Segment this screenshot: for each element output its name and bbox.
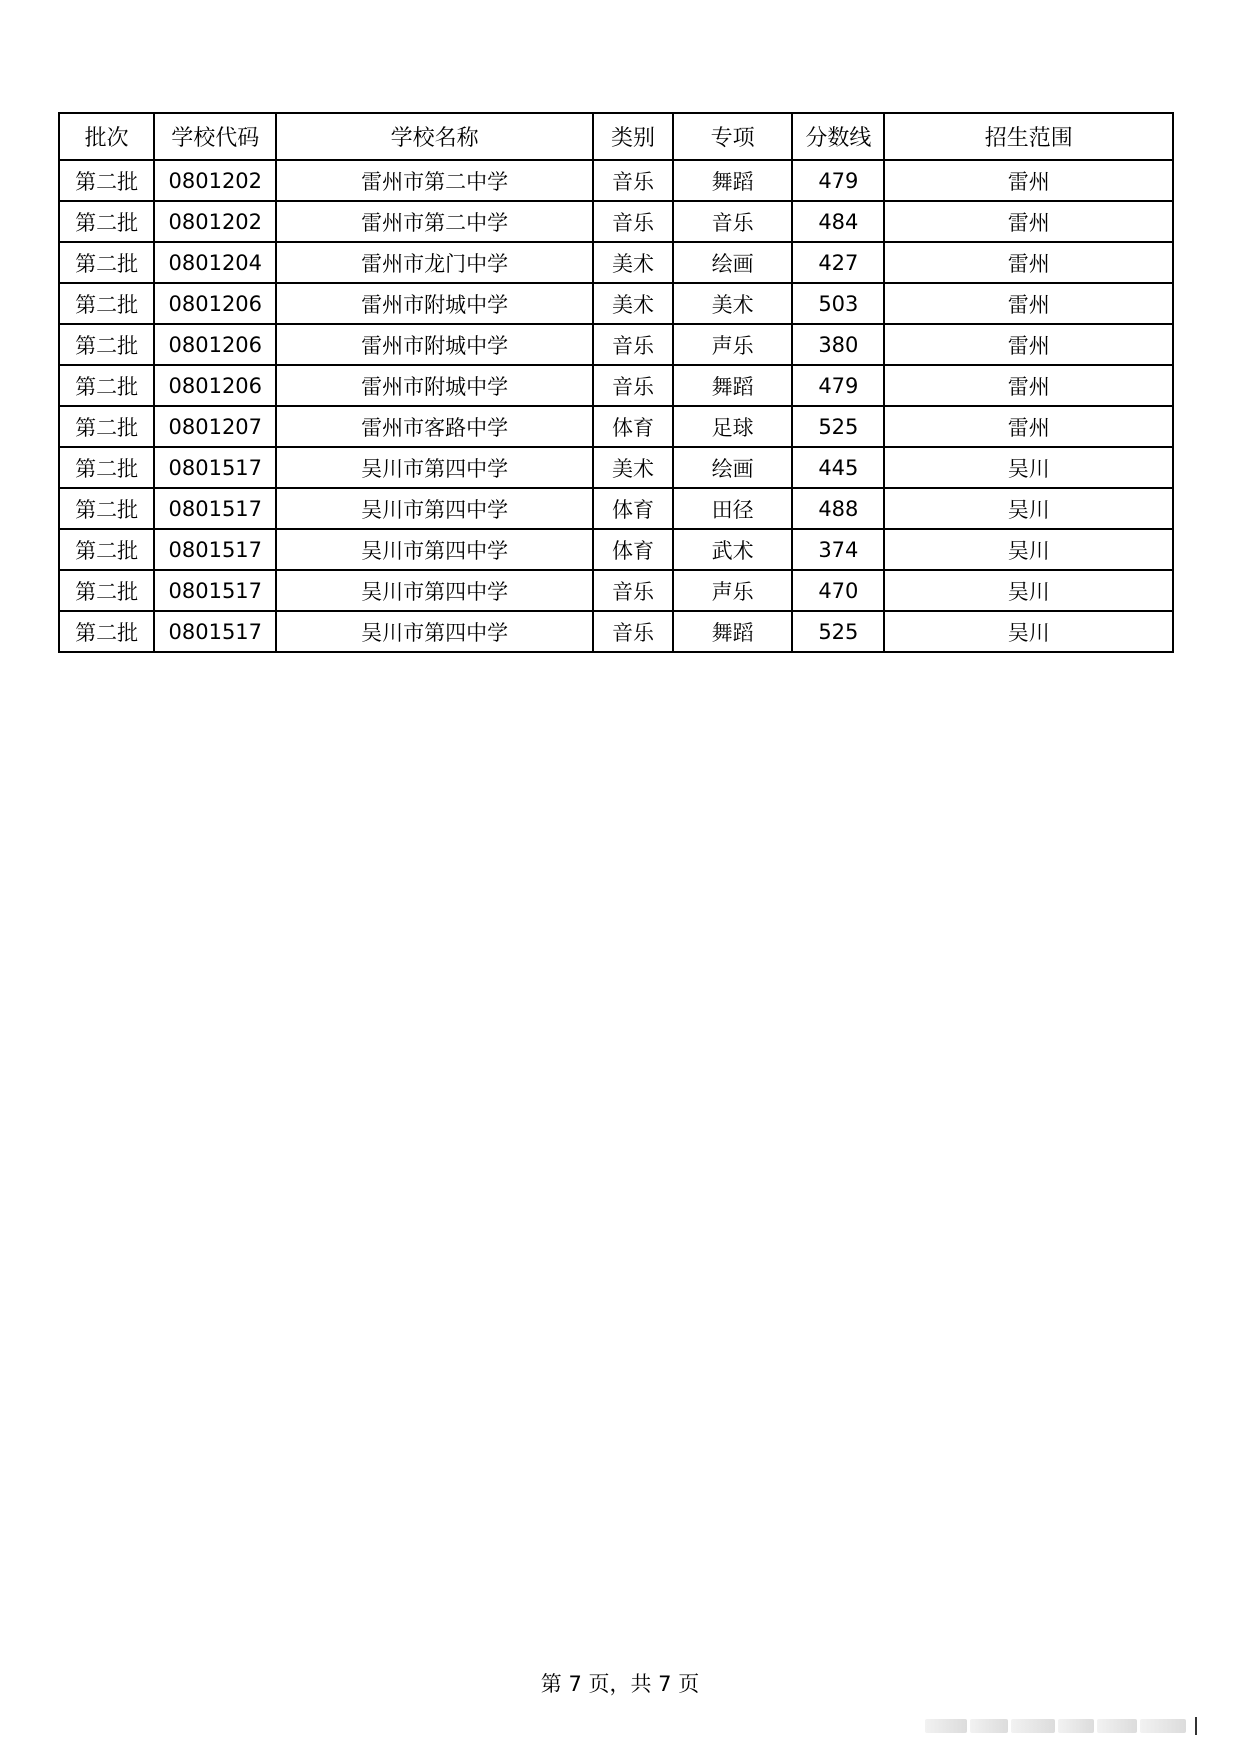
table-body (59, 160, 1173, 652)
table-header (59, 113, 1173, 160)
cell-score-line: 525 (792, 406, 884, 447)
cell-enrollment-area: 雷州 (884, 365, 1173, 406)
cell-batch: 第二批 (59, 570, 154, 611)
column-header-category: 类别 (593, 113, 673, 160)
cell-score-line: 380 (792, 324, 884, 365)
cell-school-name: 吴川市第四中学 (276, 611, 593, 652)
cell-school-name: 吴川市第四中学 (276, 529, 593, 570)
cell-specialty: 美术 (673, 283, 792, 324)
cell-school-code: 0801207 (154, 406, 276, 447)
cell-school-name: 雷州市附城中学 (276, 365, 593, 406)
cell-enrollment-area: 雷州 (884, 324, 1173, 365)
cell-specialty: 田径 (673, 488, 792, 529)
cell-category: 体育 (593, 406, 673, 447)
cell-enrollment-area: 雷州 (884, 406, 1173, 447)
cell-enrollment-area: 吴川 (884, 570, 1173, 611)
table-row (59, 570, 1173, 611)
cell-school-name: 雷州市第二中学 (276, 160, 593, 201)
cell-enrollment-area: 吴川 (884, 611, 1173, 652)
cell-school-name: 雷州市附城中学 (276, 283, 593, 324)
cell-category: 音乐 (593, 570, 673, 611)
cell-school-name: 雷州市客路中学 (276, 406, 593, 447)
cell-specialty: 声乐 (673, 570, 792, 611)
cell-school-name: 吴川市第四中学 (276, 447, 593, 488)
column-header-specialty: 专项 (673, 113, 792, 160)
cell-batch: 第二批 (59, 201, 154, 242)
cell-enrollment-area: 雷州 (884, 283, 1173, 324)
table-row (59, 283, 1173, 324)
cell-category: 音乐 (593, 611, 673, 652)
cell-school-name: 雷州市第二中学 (276, 201, 593, 242)
cell-category: 体育 (593, 529, 673, 570)
cell-school-code: 0801517 (154, 611, 276, 652)
cell-specialty: 舞蹈 (673, 160, 792, 201)
cell-category: 音乐 (593, 201, 673, 242)
cell-score-line: 427 (792, 242, 884, 283)
cell-school-code: 0801517 (154, 529, 276, 570)
cell-specialty: 足球 (673, 406, 792, 447)
cell-score-line: 484 (792, 201, 884, 242)
cell-school-code: 0801202 (154, 201, 276, 242)
cell-batch: 第二批 (59, 242, 154, 283)
column-header-enrollment-area: 招生范围 (884, 113, 1173, 160)
column-header-school-code: 学校代码 (154, 113, 276, 160)
cell-category: 音乐 (593, 365, 673, 406)
cell-category: 音乐 (593, 324, 673, 365)
header-row (59, 113, 1173, 160)
cell-score-line: 503 (792, 283, 884, 324)
cell-score-line: 479 (792, 365, 884, 406)
cell-score-line: 525 (792, 611, 884, 652)
table-row (59, 365, 1173, 406)
table-row (59, 529, 1173, 570)
table-row (59, 242, 1173, 283)
cell-specialty: 武术 (673, 529, 792, 570)
cell-enrollment-area: 雷州 (884, 160, 1173, 201)
table-row (59, 447, 1173, 488)
cell-batch: 第二批 (59, 324, 154, 365)
cell-category: 美术 (593, 242, 673, 283)
cell-score-line: 470 (792, 570, 884, 611)
table-row (59, 324, 1173, 365)
cell-batch: 第二批 (59, 611, 154, 652)
cell-school-name: 雷州市附城中学 (276, 324, 593, 365)
cell-score-line: 488 (792, 488, 884, 529)
table-row (59, 201, 1173, 242)
cell-batch: 第二批 (59, 365, 154, 406)
cell-batch: 第二批 (59, 406, 154, 447)
table-row (59, 160, 1173, 201)
column-header-batch: 批次 (59, 113, 154, 160)
cell-batch: 第二批 (59, 447, 154, 488)
cell-school-code: 0801517 (154, 447, 276, 488)
cell-category: 美术 (593, 447, 673, 488)
cell-school-code: 0801206 (154, 365, 276, 406)
table-row (59, 611, 1173, 652)
cell-school-code: 0801202 (154, 160, 276, 201)
cell-batch: 第二批 (59, 488, 154, 529)
cell-batch: 第二批 (59, 160, 154, 201)
cell-category: 体育 (593, 488, 673, 529)
cell-school-code: 0801204 (154, 242, 276, 283)
cell-school-name: 吴川市第四中学 (276, 570, 593, 611)
cell-school-code: 0801206 (154, 283, 276, 324)
cell-enrollment-area: 吴川 (884, 447, 1173, 488)
cell-batch: 第二批 (59, 283, 154, 324)
cell-school-name: 吴川市第四中学 (276, 488, 593, 529)
cell-enrollment-area: 雷州 (884, 242, 1173, 283)
cell-category: 美术 (593, 283, 673, 324)
cell-score-line: 445 (792, 447, 884, 488)
cell-batch: 第二批 (59, 529, 154, 570)
cell-enrollment-area: 吴川 (884, 529, 1173, 570)
cell-specialty: 音乐 (673, 201, 792, 242)
cell-specialty: 绘画 (673, 447, 792, 488)
cell-score-line: 479 (792, 160, 884, 201)
cell-score-line: 374 (792, 529, 884, 570)
watermark-logo (925, 1718, 1215, 1734)
cell-specialty: 绘画 (673, 242, 792, 283)
table-row (59, 406, 1173, 447)
cell-enrollment-area: 雷州 (884, 201, 1173, 242)
admission-score-table (58, 112, 1174, 653)
cell-specialty: 舞蹈 (673, 365, 792, 406)
cell-specialty: 舞蹈 (673, 611, 792, 652)
table-row (59, 488, 1173, 529)
cell-school-code: 0801517 (154, 488, 276, 529)
cell-category: 音乐 (593, 160, 673, 201)
cell-specialty: 声乐 (673, 324, 792, 365)
column-header-score-line: 分数线 (792, 113, 884, 160)
cell-school-name: 雷州市龙门中学 (276, 242, 593, 283)
page-number: 第 7 页，共 7 页 (540, 1672, 700, 1696)
column-header-school-name: 学校名称 (276, 113, 593, 160)
cell-enrollment-area: 吴川 (884, 488, 1173, 529)
cell-school-code: 0801206 (154, 324, 276, 365)
cell-school-code: 0801517 (154, 570, 276, 611)
